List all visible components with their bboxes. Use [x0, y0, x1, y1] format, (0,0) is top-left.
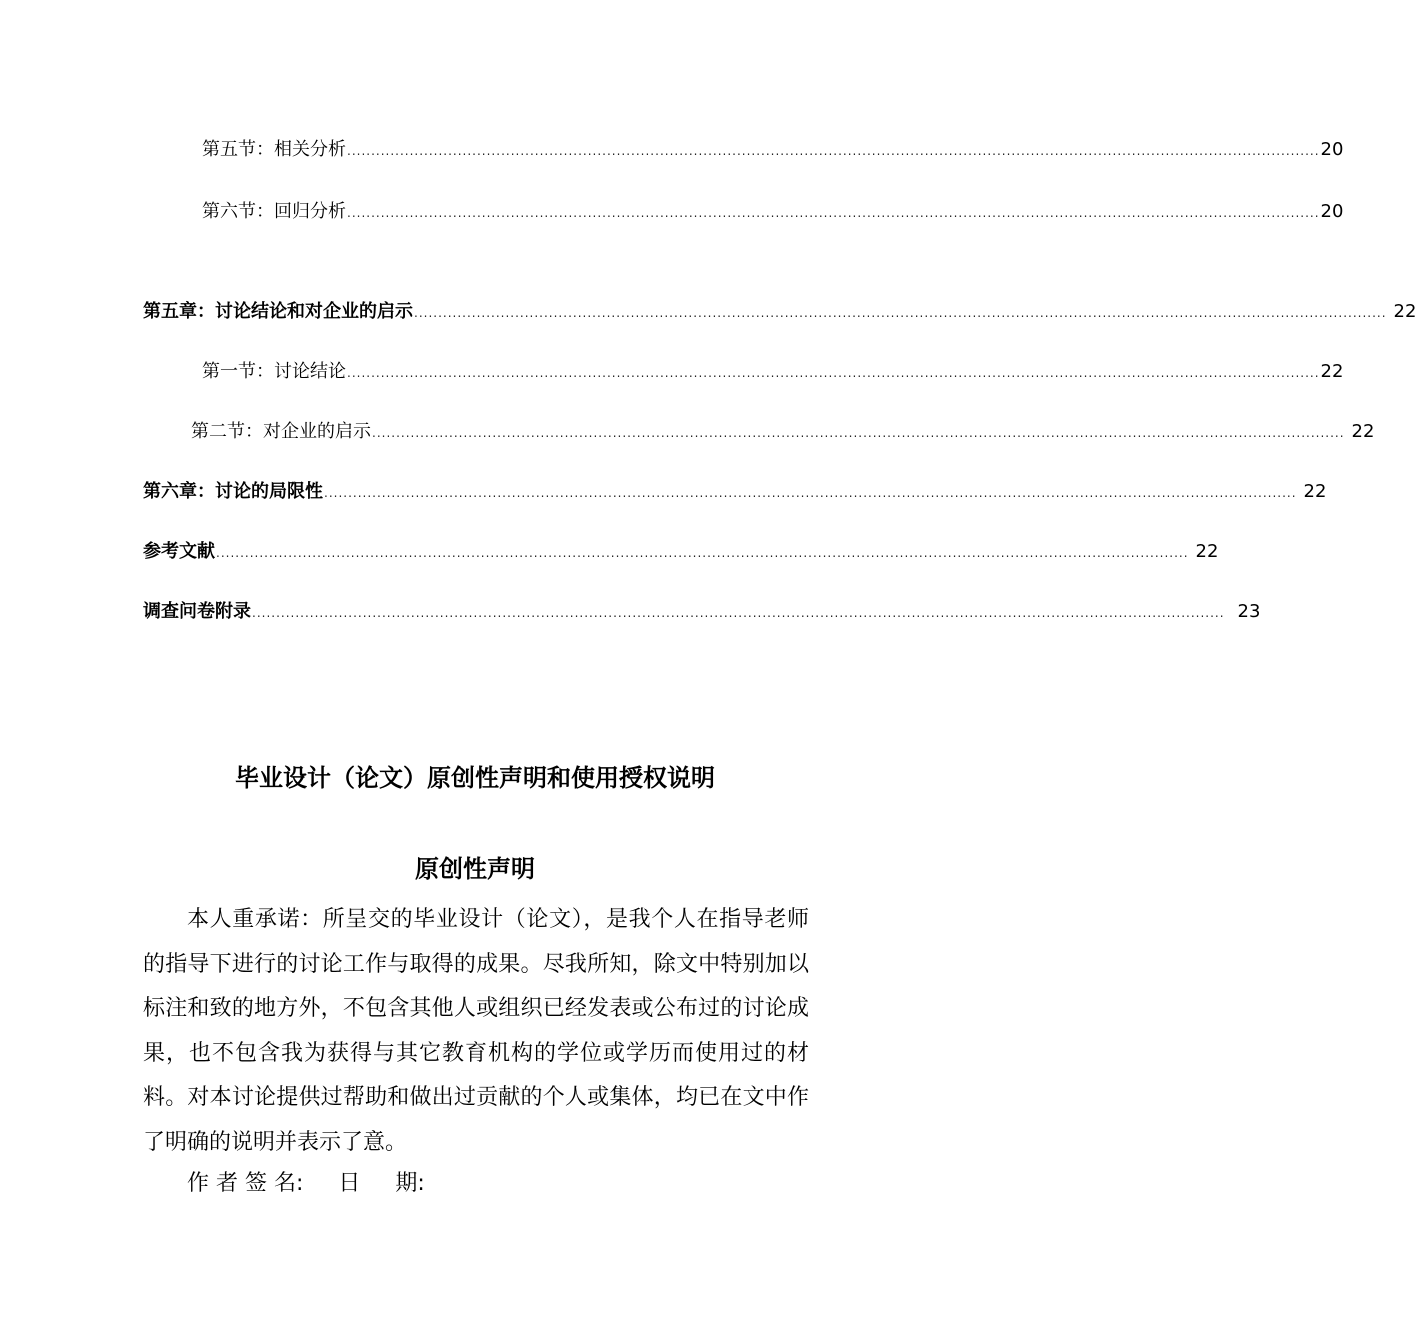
toc-leader-dots: .......................................................................................................................................................................................................... [216, 546, 1189, 560]
toc-leader-dots: .......................................................................................................................................................................................................... [347, 144, 1320, 158]
toc-leader-dots: .......................................................................................................................................................................................................... [347, 206, 1320, 220]
toc-entry-label: 第五节：相关分析 [202, 139, 346, 160]
toc-entry-page: 20 [1320, 139, 1344, 160]
toc-entry-questionnaire-appendix[interactable] [143, 601, 1261, 624]
toc-entry-label: 第一节：讨论结论 [202, 361, 346, 382]
toc-entry-chapter-6[interactable] [143, 481, 1327, 504]
toc-entry-page: 22 [1320, 361, 1344, 382]
toc-entry-label: 第五章：讨论结论和对企业的启示 [143, 301, 413, 322]
toc-entry-label: 第二节：对企业的启示 [191, 421, 371, 442]
toc-leader-dots: .......................................................................................................................................................................................................... [347, 366, 1320, 380]
toc-entry-label: 第六节：回归分析 [202, 201, 346, 222]
toc-leader-dots: .......................................................................................................................................................................................................... [252, 606, 1225, 620]
toc-leader-dots: .......................................................................................................................................................................................................... [324, 486, 1297, 500]
declaration-body: 本人重承诺：所呈交的毕业设计（论文），是我个人在指导老师的指导下进行的讨论工作与取得的成果。尽我所知，除文中特别加以标注和致的地方外，不包含其他人或组织已经发表或公布过的讨论成果，也不包含我为获得与其它教育机构的学位或学历而使用过的材料。对本讨论提供过帮助和做出过贡献的个人或集体，均已在文中作了明确的说明并表示了意。 [143, 907, 809, 1155]
toc-entry-page: 22 [1351, 421, 1375, 442]
toc-entry-page: 23 [1237, 601, 1261, 622]
toc-entry-page: 22 [1393, 301, 1416, 322]
toc-leader-dots: .......................................................................................................................................................................................................... [414, 306, 1387, 320]
toc-entry-page: 20 [1320, 201, 1344, 222]
toc-entry-label: 调查问卷附录 [143, 601, 251, 622]
toc-entry-section-5-2[interactable] [191, 421, 1375, 444]
toc-entry-section-5-5[interactable] [202, 139, 1344, 162]
toc-entry-page: 22 [1303, 481, 1327, 502]
signature-line: 作 者 签 名: 日 期: [187, 1171, 425, 1196]
toc-entry-section-5-1[interactable] [202, 361, 1344, 384]
toc-entry-label: 第六章：讨论的局限性 [143, 481, 323, 502]
declaration-title: 毕业设计（论文）原创性声明和使用授权说明 [235, 764, 715, 792]
declaration-subtitle: 原创性声明 [415, 855, 535, 883]
toc-entry-page: 22 [1195, 541, 1219, 562]
toc-entry-chapter-5[interactable] [143, 301, 1416, 324]
toc-leader-dots: .......................................................................................................................................................................................................... [372, 426, 1345, 440]
toc-entry-label: 参考文献 [143, 541, 215, 562]
toc-entry-section-5-6[interactable] [202, 201, 1344, 224]
toc-entry-references[interactable] [143, 541, 1219, 564]
